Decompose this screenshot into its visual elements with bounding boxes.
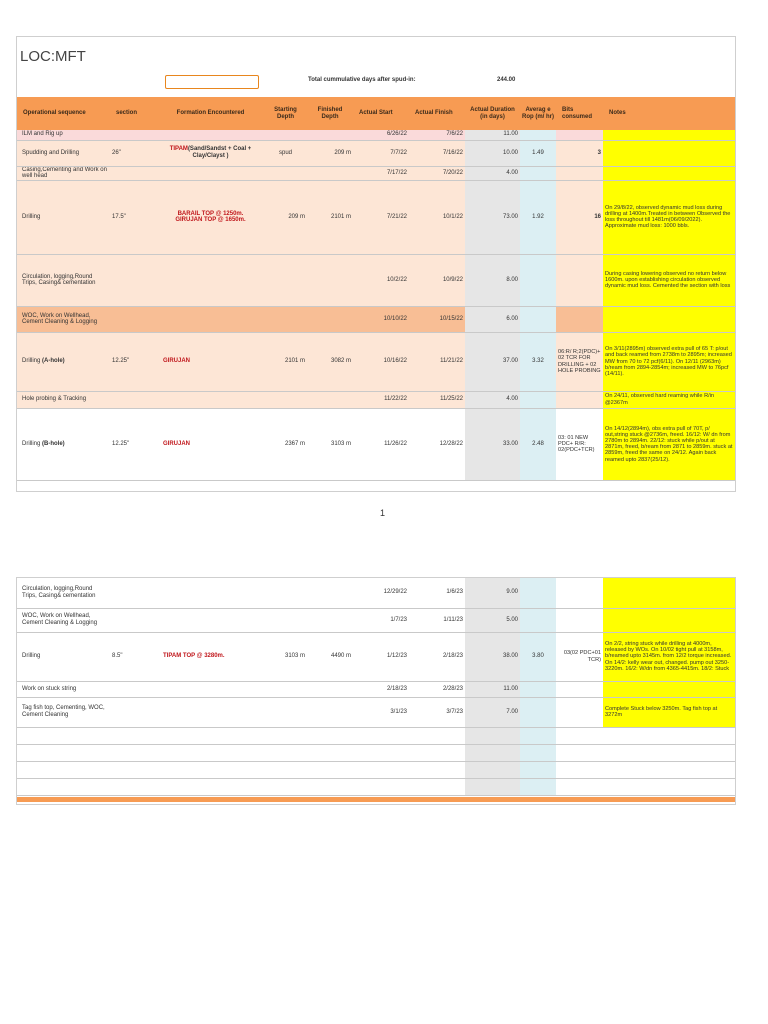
start-cell: 7/21/22	[353, 180, 409, 254]
start-depth-cell: 2367 m	[264, 408, 307, 480]
formation-cell: TIPAM TOP @ 3280m.	[157, 632, 264, 681]
operations-table	[17, 97, 735, 481]
header-formation: Formation Encountered	[157, 97, 264, 130]
finish-cell: 7/6/22	[409, 130, 465, 140]
duration-cell: 33.00	[465, 408, 520, 480]
duration-cell: 4.00	[465, 166, 520, 180]
duration-cell: 73.00	[465, 180, 520, 254]
op-cell: Drilling (A-hole)	[17, 332, 110, 391]
table-row	[17, 130, 735, 140]
op-cell: Hole probing & Tracking	[17, 391, 110, 408]
op-cell: Drilling	[17, 180, 110, 254]
finish-cell: 2/18/23	[409, 632, 465, 681]
op-cell: Work on stuck string	[17, 681, 110, 697]
finish-depth-cell: 209 m	[307, 140, 353, 166]
start-cell: 1/7/23	[353, 608, 409, 632]
finish-cell: 1/11/23	[409, 608, 465, 632]
duration-cell: 5.00	[465, 608, 520, 632]
op-cell: Casing,Cementing and Work on well head	[17, 166, 110, 180]
finish-cell: 7/20/22	[409, 166, 465, 180]
duration-cell: 6.00	[465, 306, 520, 332]
table-row	[17, 632, 735, 681]
start-depth-cell: 2101 m	[264, 332, 307, 391]
finish-cell: 11/25/22	[409, 391, 465, 408]
header-average-rop: Averag e Rop (m/ hr)	[520, 97, 556, 130]
table-row	[17, 180, 735, 254]
empty-input-box[interactable]	[165, 75, 259, 89]
finish-depth-cell: 2101 m	[307, 180, 353, 254]
start-cell: 2/18/23	[353, 681, 409, 697]
bits-cell: 03(02 PDC+01 TCR)	[556, 632, 603, 681]
start-cell: 3/1/23	[353, 697, 409, 727]
formation-line-1: BARAIL TOP @ 1250m.	[177, 210, 244, 217]
bits-cell: 3	[556, 140, 603, 166]
table-row	[17, 761, 735, 778]
formation-cell: GIRUJAN	[157, 332, 264, 391]
table-row	[17, 697, 735, 727]
header-section: section	[110, 97, 157, 130]
start-cell: 10/2/22	[353, 254, 409, 306]
bits-cell: 06:R/ R;2(PDC)+ 02 TCR FOR DRILLING + 02 HOLE PROBING	[556, 332, 603, 391]
table-row	[17, 408, 735, 480]
finish-depth-cell: 3082 m	[307, 332, 353, 391]
finish-cell: 3/7/23	[409, 697, 465, 727]
total-days-value: 244.00	[497, 77, 516, 83]
duration-cell: 11.00	[465, 130, 520, 140]
duration-cell: 10.00	[465, 140, 520, 166]
document-page-2	[16, 577, 736, 805]
op-cell: Circulation, logging,Round Trips, Casing& cementation	[17, 254, 110, 306]
header-operational-sequence: Operational sequence	[17, 97, 110, 130]
op-cell: WOC, Work on Wellhead, Cement Cleaning & Logging	[17, 306, 110, 332]
section-cell: 8.5"	[110, 632, 157, 681]
finish-cell: 2/28/23	[409, 681, 465, 697]
start-cell: 7/7/22	[353, 140, 409, 166]
notes-cell: During casing lowering observed no return below 1600m. upon establishing circulation observed dynamic mud loss. Cemented the section with loss	[603, 254, 735, 306]
table-row	[17, 254, 735, 306]
finish-cell: 10/9/22	[409, 254, 465, 306]
table-footer-bar	[17, 797, 735, 802]
section-cell: 12.25"	[110, 332, 157, 391]
header-bits-consumed: Bits consumed	[556, 97, 603, 130]
table-row	[17, 140, 735, 166]
start-cell: 10/10/22	[353, 306, 409, 332]
header-actual-finish: Actual Finish	[409, 97, 465, 130]
duration-cell: 9.00	[465, 578, 520, 608]
notes-cell: On 2/2, string stuck while drilling at 4000m, released by WOs. On 10/02 tight pull at 3158m, b/reamed upto 3145m. from 12/2 torque increased. On 14/2: kelly wear out, changed. pump out 3250-3220m. 16/2: W/dn from 4365-4415m. 18/2: Stuck	[603, 632, 735, 681]
notes-cell: Complete Stuck below 3250m. Tag fish top at 3272m	[603, 697, 735, 727]
start-depth-cell: spud	[264, 140, 307, 166]
start-cell: 12/29/22	[353, 578, 409, 608]
duration-cell: 37.00	[465, 332, 520, 391]
duration-cell: 7.00	[465, 697, 520, 727]
rop-cell: 1.92	[520, 180, 556, 254]
op-cell: ILM and Rig up	[17, 130, 110, 140]
duration-cell: 11.00	[465, 681, 520, 697]
rop-cell: 3.32	[520, 332, 556, 391]
op-cell: Tag fish top, Cementing, WOC, Cement Cleaning	[17, 697, 110, 727]
formation-cell	[157, 140, 264, 166]
notes-cell: On 29/8/22, observed dynamic mud loss during drilling at 1400m.Treated in between Observed the loss throughout till 1481m(06/09/2022). Approximate mud loss: 1000 bbls.	[603, 180, 735, 254]
start-depth-cell: 209 m	[264, 180, 307, 254]
table-row	[17, 744, 735, 761]
table-header-row	[17, 97, 735, 130]
table-row	[17, 778, 735, 795]
op-cell: Drilling	[17, 632, 110, 681]
header-starting-depth: Starting Depth	[264, 97, 307, 130]
page-number: 1	[380, 508, 386, 518]
bits-cell: 16	[556, 180, 603, 254]
section-cell: 17.5"	[110, 180, 157, 254]
formation-cell	[157, 180, 264, 254]
finish-depth-cell: 3103 m	[307, 408, 353, 480]
table-row	[17, 578, 735, 608]
rop-cell: 3.80	[520, 632, 556, 681]
table-row	[17, 306, 735, 332]
finish-cell: 11/21/22	[409, 332, 465, 391]
rop-cell: 2.48	[520, 408, 556, 480]
start-cell: 1/12/23	[353, 632, 409, 681]
start-cell: 11/22/22	[353, 391, 409, 408]
bits-cell: 03: 01 NEW PDC+ R/R: 02(PDC+TCR)	[556, 408, 603, 480]
notes-cell: On 3/11(2895m) observed extra pull of 65 T: p/out and back reamed from 2738m to 2895m; increased MW from 70 to 72 pcf(6/11). On 12/11 (2963m) b/ream from 2894-2854m; increased MW to 76pcf (14/11).	[603, 332, 735, 391]
finish-cell: 12/28/22	[409, 408, 465, 480]
notes-cell: On 14/12(2894m), obs extra pull of 70T, p/ out,string stuck @2736m, freed. 16/12: W/ dn from 2780m to 2894m. 22/12: stuck while p/out at 2871m, freed, b/ream from 2871 to 2859m. stuck at 2859m, freed the same on 24/12. Again back reamed upto 2837(25/12).	[603, 408, 735, 480]
finish-cell: 7/16/22	[409, 140, 465, 166]
op-cell: Circulation, logging,Round Trips, Casing& cementation	[17, 578, 110, 608]
op-cell: Drilling (B-hole)	[17, 408, 110, 480]
header-notes: Notes	[603, 97, 735, 130]
op-cell: Spudding and Drilling	[17, 140, 110, 166]
table-row	[17, 166, 735, 180]
table-row	[17, 608, 735, 632]
formation-cell: GIRUJAN	[157, 408, 264, 480]
total-days-label: Total cummulative days after spud-in:	[308, 77, 416, 83]
duration-cell: 38.00	[465, 632, 520, 681]
op-cell: WOC, Work on Wellhead, Cement Cleaning & Logging	[17, 608, 110, 632]
duration-cell: 4.00	[465, 391, 520, 408]
start-cell: 11/26/22	[353, 408, 409, 480]
finish-depth-cell: 4490 m	[307, 632, 353, 681]
formation-top-name: TIPAM	[169, 146, 188, 153]
header-actual-duration: Actual Duration (in days)	[465, 97, 520, 130]
header-finished-depth: Finished Depth	[307, 97, 353, 130]
formation-line-2: GIRUJAN TOP @ 1650m.	[175, 217, 246, 224]
table-row	[17, 332, 735, 391]
table-row	[17, 681, 735, 697]
section-cell: 26"	[110, 140, 157, 166]
table-row	[17, 391, 735, 408]
formation-lithology: (Sand/Sandst + Coal + Clay/Clayst )	[187, 146, 252, 159]
document-page-1	[16, 36, 736, 492]
start-cell: 7/17/22	[353, 166, 409, 180]
start-cell: 6/26/22	[353, 130, 409, 140]
finish-cell: 10/1/22	[409, 180, 465, 254]
rop-cell: 1.49	[520, 140, 556, 166]
finish-cell: 1/6/23	[409, 578, 465, 608]
section-cell: 12.25"	[110, 408, 157, 480]
start-cell: 10/16/22	[353, 332, 409, 391]
finish-cell: 10/15/22	[409, 306, 465, 332]
start-depth-cell: 3103 m	[264, 632, 307, 681]
table-row	[17, 727, 735, 744]
notes-cell: On 24/11, observed hard reaming while R/in @2367m	[603, 391, 735, 408]
header-actual-start: Actual Start	[353, 97, 409, 130]
location-title: LOC:MFT	[20, 48, 86, 65]
operations-table-continued	[17, 578, 735, 796]
duration-cell: 8.00	[465, 254, 520, 306]
